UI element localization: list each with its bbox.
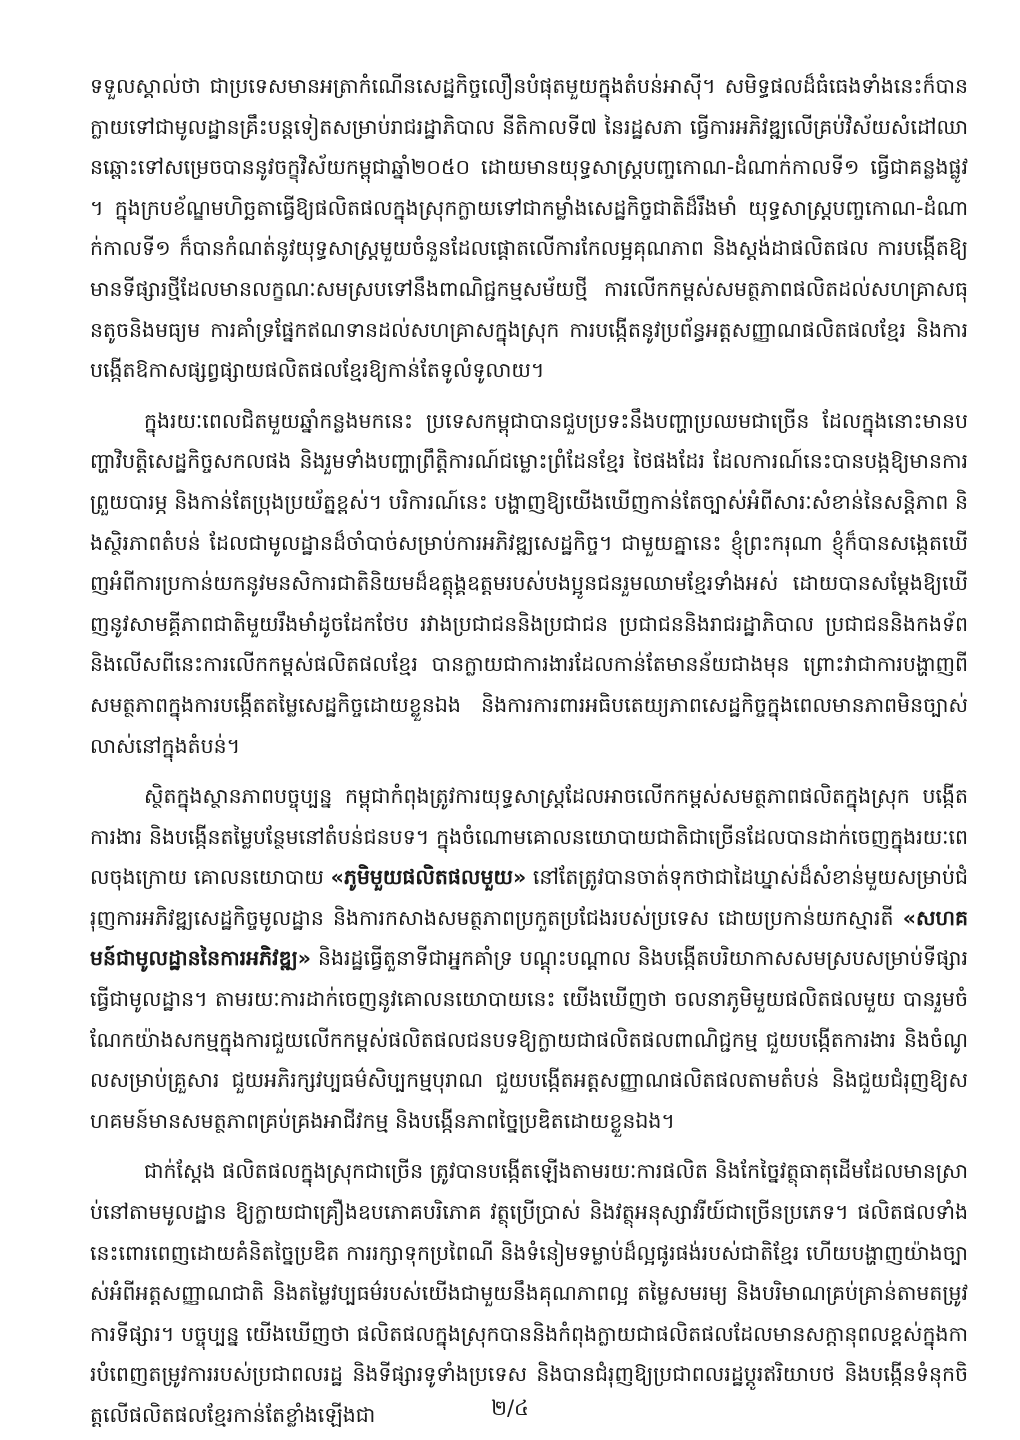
page-number: ២/៤ (491, 1396, 529, 1420)
text-run: នៅតែត្រូវបានចាត់ទុកថាជាដៃឃ្នាស់ដ៏សំខាន់មួយសម្រាប់ជំរុញការអភិវឌ្ឍសេដ្ឋកិច្ចមូលដ្ឋាន និងការកសាងសមត្ថភាពប្រកួតប្រជែងរបស់ប្រទេស ដោយប្រកាន់យកស្មារតី (90, 865, 968, 930)
paragraph-2 (90, 401, 968, 766)
paragraph-3 (90, 776, 968, 1141)
text-run: ក្នុងរយៈពេលជិតមួយឆ្នាំកន្លងមកនេះ ប្រទេសកម្ពុជាបានជួបប្រទះនឹងបញ្ហាប្រឈមជាច្រើន ដែលក្នុងនោះមានបញ្ហាវិបត្តិសេដ្ឋកិច្ចសកលផង និងរួមទាំងបញ្ហាព្រឹត្តិការណ៍ជម្លោះព្រំដែនខ្មែរ ថៃផងដែរ ដែលការណ៍នេះបានបង្កឱ្យមានការព្រួយបារម្ភ និងកាន់តែប្រុងប្រយ័ត្នខ្ពស់។ បរិការណ៍នេះ បង្ហាញឱ្យយើងឃើញកាន់តែច្បាស់អំពីសារៈសំខាន់នៃសន្តិភាព និងស្ថិរភាពតំបន់ ដែលជាមូលដ្ឋានដ៏ចាំបាច់សម្រាប់ការអភិវឌ្ឍសេដ្ឋកិច្ច។ ជាមួយគ្នានេះ ខ្ញុំព្រះករុណា ខ្ញុំក៏បានសង្កេតឃើញអំពីការប្រកាន់យកនូវមនសិការជាតិនិយមដ៏ឧត្តុង្គឧត្តមរបស់បងប្អូនជនរួមឈាមខ្មែរទាំងអស់ ដោយបានសម្តែងឱ្យឃើញនូវសាមគ្គីភាពជាតិមួយរឹងមាំដូចដែកថែប រវាងប្រជាជននិងប្រជាជន ប្រជាជននិងរាជរដ្ឋាភិបាល ប្រជាជននិងកងទ័ព និងលើសពីនេះការលើកកម្ពស់ផលិតផលខ្មែរ បានក្លាយជាការងារដែលកាន់តែមានន័យជាងមុន ព្រោះវាជាការបង្ហាញពីសមត្ថភាពក្នុងការបង្កើតតម្លៃសេដ្ឋកិច្ចដោយខ្លួនឯង និងការការពារអធិបតេយ្យភាពសេដ្ឋកិច្ចក្នុងពេលមានភាពមិនច្បាស់លាស់នៅក្នុងតំបន់។ (90, 408, 968, 758)
text-run: ទទួលស្គាល់ថា ជាប្រទេសមានអត្រាកំណើនសេដ្ឋកិច្ចលឿនបំផុតមួយក្នុងតំបន់អាស៊ី។ សមិទ្ធផលដ៏ធំធេងទាំងនេះក៏បានក្លាយទៅជាមូលដ្ឋានគ្រឹះបន្តទៀតសម្រាប់រាជរដ្ឋាភិបាល នីតិកាលទី៧ នៃរដ្ឋសភា ធ្វើការអភិវឌ្ឍលើគ្រប់វិស័យសំដៅឈានឆ្ពោះទៅសម្រេចបាននូវចក្ខុវិស័យកម្ពុជាឆ្នាំ២០៥០ ដោយមានយុទ្ធសាស្ត្របញ្ចកោណ-ដំណាក់កាលទី១ ធ្វើជាគន្លងផ្លូវ។ ក្នុងក្របខ័ណ្ឌមហិច្ឆតាធ្វើឱ្យផលិតផលក្នុងស្រុកក្លាយទៅជាកម្លាំងសេដ្ឋកិច្ចជាតិដ៏រឹងមាំ យុទ្ធសាស្ត្របញ្ចកោណ-ដំណាក់កាលទី១ ក៏បានកំណត់នូវយុទ្ធសាស្ត្រមួយចំនួនដែលផ្តោតលើការកែលម្អគុណភាព និងស្តង់ដាផលិតផល ការបង្កើតឱ្យមានទីផ្សារថ្មីដែលមានលក្ខណៈសមស្របទៅនឹងពាណិជ្ជកម្មសម័យថ្មី ការលើកកម្ពស់សមត្ថភាពផលិតដល់សហគ្រាសធុនតូចនិងមធ្យម ការគាំទ្រផ្នែកឥណទានដល់សហគ្រាសក្នុងស្រុក ការបង្កើតនូវប្រព័ន្ធអត្តសញ្ញាណផលិតផលខ្មែរ និងការបង្កើតឱកាសផ្សព្វផ្សាយផលិតផលខ្មែរឱ្យកាន់តែទូលំទូលាយ។ (90, 74, 968, 383)
paragraph-4 (90, 1151, 968, 1435)
text-run: ជាក់ស្តែង ផលិតផលក្នុងស្រុកជាច្រើន ត្រូវបានបង្កើតឡើងតាមរយៈការផលិត និងកែច្នៃវត្ថុធាតុដើមដែលមានស្រាប់នៅតាមមូលដ្ឋាន ឱ្យក្លាយជាគ្រឿងឧបភោគបរិភោគ វត្ថុប្រើប្រាស់ និងវត្ថុអនុស្សាវរីយ៍ជាច្រើនប្រភេទ។ ផលិតផលទាំងនេះពោរពេញដោយគំនិតច្នៃប្រឌិត ការរក្សាទុកប្រពៃណី និងទំនៀមទម្លាប់ដ៏ល្អផូរផង់របស់ជាតិខ្មែរ ហើយបង្ហាញយ៉ាងច្បាស់អំពីអត្តសញ្ញាណជាតិ និងតម្លៃវប្បធម៌របស់យើងជាមួយនឹងគុណភាពល្អ តម្លៃសមរម្យ និងបរិមាណគ្រប់គ្រាន់តាមតម្រូវការទីផ្សារ។ បច្ចុប្បន្ន យើងឃើញថា ផលិតផលក្នុងស្រុកបាននិងកំពុងក្លាយជាផលិតផលដែលមានសក្តានុពលខ្ពស់ក្នុងការបំពេញតម្រូវការរបស់ប្រជាពលរដ្ឋ និងទីផ្សារទូទាំងប្រទេស និងបានជំរុញឱ្យប្រជាពលរដ្ឋប្តូរឥរិយាបថ និងបង្កើនទំនុកចិត្តលើផលិតផលខ្មែរកាន់តែខ្លាំងឡើងជា (90, 1159, 968, 1427)
paragraph-1 (90, 66, 968, 391)
text-run: និងរដ្ឋធ្វើតួនាទីជាអ្នកគាំទ្រ បណ្តុះបណ្តាល និងបង្កើតបរិយាកាសសមស្របសម្រាប់ទីផ្សារធ្វើជាមូលដ្ឋាន។ តាមរយៈការដាក់ចេញនូវគោលនយោបាយនេះ យើងឃើញថា ចលនាភូមិមួយផលិតផលមួយ បានរួមចំណែកយ៉ាងសកម្មក្នុងការជួយលើកកម្ពស់ផលិតផលជនបទឱ្យក្លាយជាផលិតផលពាណិជ្ជកម្ម ជួយបង្កើតការងារ និងចំណូលសម្រាប់គ្រួសារ ជួយអភិរក្សវប្បធម៌សិប្បកម្មបុរាណ ជួយបង្កើតអត្តសញ្ញាណផលិតផលតាមតំបន់ និងជួយជំរុញឱ្យសហគមន៍មានសមត្ថភាពគ្រប់គ្រងអាជីវកម្ម និងបង្កើនភាពច្នៃប្រឌិតដោយខ្លួនឯង។ (90, 946, 968, 1133)
body-text (90, 66, 968, 1436)
emphasized-phrase: «សហគមន៍ជាមូលដ្ឋាននៃការអភិវឌ្ឍ» (90, 905, 968, 971)
text-run: ស្ថិតក្នុងស្ថានភាពបច្ចុប្បន្ន កម្ពុជាកំពុងត្រូវការយុទ្ធសាស្ត្រដែលអាចលើកកម្ពស់សមត្ថភាពផលិតក្នុងស្រុក បង្កើតការងារ និងបង្កើនតម្លៃបន្ថែមនៅតំបន់ជនបទ។ ក្នុងចំណោមគោលនយោបាយជាតិជាច្រើនដែលបានដាក់ចេញក្នុងរយៈពេលចុងក្រោយ គោលនយោបាយ (90, 784, 968, 890)
emphasized-phrase: «ភូមិមួយផលិតផលមួយ» (330, 865, 527, 890)
